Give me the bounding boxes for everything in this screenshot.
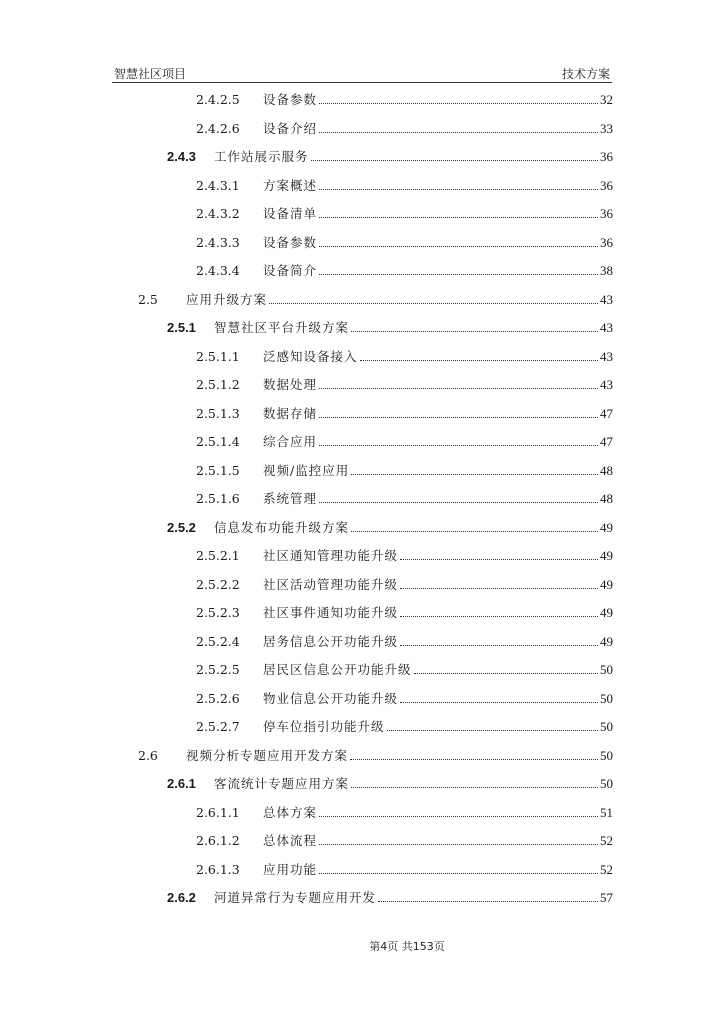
toc-entry-number: 2.5.1.3 bbox=[196, 405, 240, 421]
toc-entry-page: 49 bbox=[600, 605, 613, 620]
toc-entry-number: 2.5.1.5 bbox=[196, 462, 240, 478]
toc-leader-dots bbox=[400, 559, 598, 560]
toc-entry-number: 2.5.2.6 bbox=[196, 690, 240, 706]
toc-entry-title: 设备介绍 bbox=[263, 120, 318, 136]
toc-entry[interactable] bbox=[196, 630, 613, 650]
toc-entry-number: 2.4.3.1 bbox=[196, 177, 240, 193]
toc-leader-dots bbox=[311, 160, 598, 161]
toc-entry-number: 2.5.2.4 bbox=[196, 633, 240, 649]
toc-entry[interactable] bbox=[196, 373, 613, 393]
toc-entry-page: 57 bbox=[600, 890, 613, 905]
toc-entry-number: 2.5.2.2 bbox=[196, 576, 240, 592]
toc-entry-number: 2.6.1.3 bbox=[196, 861, 240, 877]
toc-entry-number: 2.5.2.1 bbox=[196, 548, 240, 563]
toc-entry-page: 43 bbox=[600, 320, 613, 335]
toc-leader-dots bbox=[360, 360, 598, 361]
toc-entry-page: 38 bbox=[600, 263, 613, 278]
toc-entry-title: 社区事件通知功能升级 bbox=[263, 605, 399, 620]
toc-entry-page: 33 bbox=[600, 120, 613, 136]
toc-entry[interactable] bbox=[167, 516, 613, 536]
toc-entry[interactable] bbox=[138, 744, 613, 764]
toc-entry-title: 视频分析专题应用开发方案 bbox=[186, 747, 349, 763]
toc-entry-number: 2.6.1 bbox=[167, 776, 196, 791]
page-footer: 第4页 共153页 bbox=[369, 940, 445, 953]
toc-entry-number: 2.5.1.2 bbox=[196, 377, 240, 392]
toc-entry-number: 2.5.1.1 bbox=[196, 348, 240, 364]
toc-entry[interactable] bbox=[196, 544, 613, 564]
toc-entry[interactable] bbox=[196, 715, 613, 735]
toc-entry-page: 48 bbox=[600, 462, 613, 478]
toc-entry-page: 47 bbox=[600, 434, 613, 449]
toc-entry[interactable] bbox=[196, 687, 613, 707]
toc-entry[interactable] bbox=[196, 430, 613, 450]
toc-entry[interactable] bbox=[196, 801, 613, 821]
toc-entry-page: 43 bbox=[600, 377, 613, 392]
toc-leader-dots bbox=[319, 132, 598, 133]
toc-leader-dots bbox=[319, 274, 598, 275]
toc-entry-page: 50 bbox=[600, 690, 613, 706]
toc-entry-page: 36 bbox=[600, 206, 613, 221]
toc-entry[interactable] bbox=[196, 117, 613, 137]
toc-leader-dots bbox=[319, 417, 598, 418]
toc-entry[interactable] bbox=[138, 288, 613, 308]
toc-entry-title: 设备清单 bbox=[263, 206, 318, 221]
toc-entry-number: 2.5 bbox=[138, 291, 158, 307]
toc-entry[interactable] bbox=[196, 858, 613, 878]
toc-leader-dots bbox=[319, 189, 598, 190]
toc-entry-number: 2.4.3.3 bbox=[196, 234, 240, 250]
toc-entry-page: 52 bbox=[600, 833, 613, 848]
toc-entry-title: 综合应用 bbox=[263, 434, 318, 449]
toc-leader-dots bbox=[319, 246, 598, 247]
toc-leader-dots bbox=[319, 873, 598, 874]
toc-leader-dots bbox=[319, 816, 598, 817]
toc-entry-number: 2.4.2.5 bbox=[196, 92, 240, 107]
toc-entry-title: 客流统计专题应用方案 bbox=[214, 776, 350, 791]
toc-entry-number: 2.5.2.5 bbox=[196, 662, 240, 677]
toc-entry[interactable] bbox=[196, 259, 613, 279]
toc-entry-title: 方案概述 bbox=[263, 177, 318, 193]
toc-entry-page: 48 bbox=[600, 491, 613, 506]
toc-entry-title: 设备简介 bbox=[263, 263, 318, 278]
toc-leader-dots bbox=[351, 531, 598, 532]
toc-entry-number: 2.4.2.6 bbox=[196, 120, 240, 136]
toc-entry-page: 43 bbox=[600, 348, 613, 364]
toc-entry-number: 2.5.1.4 bbox=[196, 434, 240, 449]
toc-entry-page: 49 bbox=[600, 519, 613, 535]
toc-entry[interactable] bbox=[167, 316, 613, 336]
header-project-name: 智慧社区项目 bbox=[114, 67, 187, 81]
toc-entry[interactable] bbox=[196, 202, 613, 222]
toc-entry[interactable] bbox=[196, 402, 613, 422]
toc-entry-number: 2.4.3.2 bbox=[196, 206, 240, 221]
toc-entry-number: 2.5.1 bbox=[167, 320, 196, 335]
toc-leader-dots bbox=[400, 588, 598, 589]
toc-entry[interactable] bbox=[196, 573, 613, 593]
page-header bbox=[112, 62, 612, 83]
toc-entry-title: 应用升级方案 bbox=[186, 291, 268, 307]
toc-entry-title: 总体方案 bbox=[263, 804, 318, 820]
toc-entry-title: 工作站展示服务 bbox=[214, 149, 309, 164]
toc-entry-page: 50 bbox=[600, 747, 613, 763]
toc-entry-page: 50 bbox=[600, 662, 613, 677]
toc-leader-dots bbox=[351, 474, 598, 475]
toc-entry-title: 居务信息公开功能升级 bbox=[263, 633, 399, 649]
toc-entry-number: 2.4.3 bbox=[167, 149, 196, 164]
toc-entry-number: 2.6 bbox=[138, 747, 158, 763]
toc-entry-title: 设备参数 bbox=[263, 92, 318, 107]
toc-entry[interactable] bbox=[196, 231, 613, 251]
toc-entry-number: 2.6.1.1 bbox=[196, 804, 240, 820]
toc-entry[interactable] bbox=[196, 829, 613, 849]
toc-leader-dots bbox=[378, 901, 598, 902]
toc-leader-dots bbox=[319, 103, 598, 104]
toc-entry-title: 物业信息公开功能升级 bbox=[263, 690, 399, 706]
toc-entry[interactable] bbox=[196, 345, 613, 365]
toc-entry-title: 数据处理 bbox=[263, 377, 318, 392]
toc-entry-number: 2.5.2 bbox=[167, 519, 196, 535]
toc-entry-page: 32 bbox=[600, 92, 613, 107]
toc-entry-page: 36 bbox=[600, 149, 613, 164]
toc-entry-title: 应用功能 bbox=[263, 861, 318, 877]
toc-entry[interactable] bbox=[196, 174, 613, 194]
toc-entry-title: 信息发布功能升级方案 bbox=[214, 519, 350, 535]
toc-leader-dots bbox=[319, 445, 598, 446]
toc-entry[interactable] bbox=[167, 772, 613, 792]
toc-entry-number: 2.6.1.2 bbox=[196, 833, 240, 848]
toc-entry-title: 总体流程 bbox=[263, 833, 318, 848]
toc-leader-dots bbox=[414, 673, 598, 674]
toc-entry[interactable] bbox=[196, 88, 613, 108]
toc-entry-title: 数据存储 bbox=[263, 405, 318, 421]
toc-entry-title: 智慧社区平台升级方案 bbox=[214, 320, 350, 335]
toc-entry-page: 47 bbox=[600, 405, 613, 421]
toc-leader-dots bbox=[319, 844, 598, 845]
toc-entry-title: 居民区信息公开功能升级 bbox=[263, 662, 412, 677]
toc-entry[interactable] bbox=[196, 459, 613, 479]
toc-entry-title: 社区活动管理功能升级 bbox=[263, 576, 399, 592]
toc-entry[interactable] bbox=[196, 658, 613, 678]
toc-entry-number: 2.5.1.6 bbox=[196, 491, 240, 506]
toc-entry-page: 43 bbox=[600, 291, 613, 307]
toc-leader-dots bbox=[319, 502, 598, 503]
toc-leader-dots bbox=[351, 787, 598, 788]
toc-entry-title: 设备参数 bbox=[263, 234, 318, 250]
toc-entry-page: 36 bbox=[600, 177, 613, 193]
toc-entry-page: 50 bbox=[600, 719, 613, 734]
toc-entry-page: 49 bbox=[600, 633, 613, 649]
toc-entry-number: 2.5.2.3 bbox=[196, 605, 240, 620]
toc-entry[interactable] bbox=[196, 601, 613, 621]
toc-entry-title: 泛感知设备接入 bbox=[263, 348, 358, 364]
toc-entry[interactable] bbox=[167, 886, 613, 906]
toc-entry-title: 社区通知管理功能升级 bbox=[263, 548, 399, 563]
toc-leader-dots bbox=[351, 331, 598, 332]
toc-entry-number: 2.6.2 bbox=[167, 890, 196, 905]
toc-entry[interactable] bbox=[196, 487, 613, 507]
toc-entry-page: 49 bbox=[600, 576, 613, 592]
toc-leader-dots bbox=[269, 303, 598, 304]
toc-leader-dots bbox=[350, 759, 598, 760]
toc-entry-title: 河道异常行为专题应用开发 bbox=[214, 890, 377, 905]
toc-entry-page: 52 bbox=[600, 861, 613, 877]
toc-leader-dots bbox=[387, 730, 598, 731]
toc-entry-number: 2.4.3.4 bbox=[196, 263, 240, 278]
toc-leader-dots bbox=[400, 702, 598, 703]
toc-entry-number: 2.5.2.7 bbox=[196, 719, 240, 734]
toc-leader-dots bbox=[400, 645, 598, 646]
toc-leader-dots bbox=[319, 388, 598, 389]
toc-entry[interactable] bbox=[167, 145, 613, 165]
toc-entry-page: 36 bbox=[600, 234, 613, 250]
toc-entry-page: 50 bbox=[600, 776, 613, 791]
toc-leader-dots bbox=[319, 217, 598, 218]
toc-entry-title: 系统管理 bbox=[263, 491, 318, 506]
toc-entry-page: 51 bbox=[600, 804, 613, 820]
toc-leader-dots bbox=[400, 616, 598, 617]
toc-entry-title: 视频/监控应用 bbox=[263, 462, 350, 478]
toc-entry-title: 停车位指引功能升级 bbox=[263, 719, 385, 734]
toc-entry-page: 49 bbox=[600, 548, 613, 563]
header-doc-type: 技术方案 bbox=[561, 67, 610, 81]
